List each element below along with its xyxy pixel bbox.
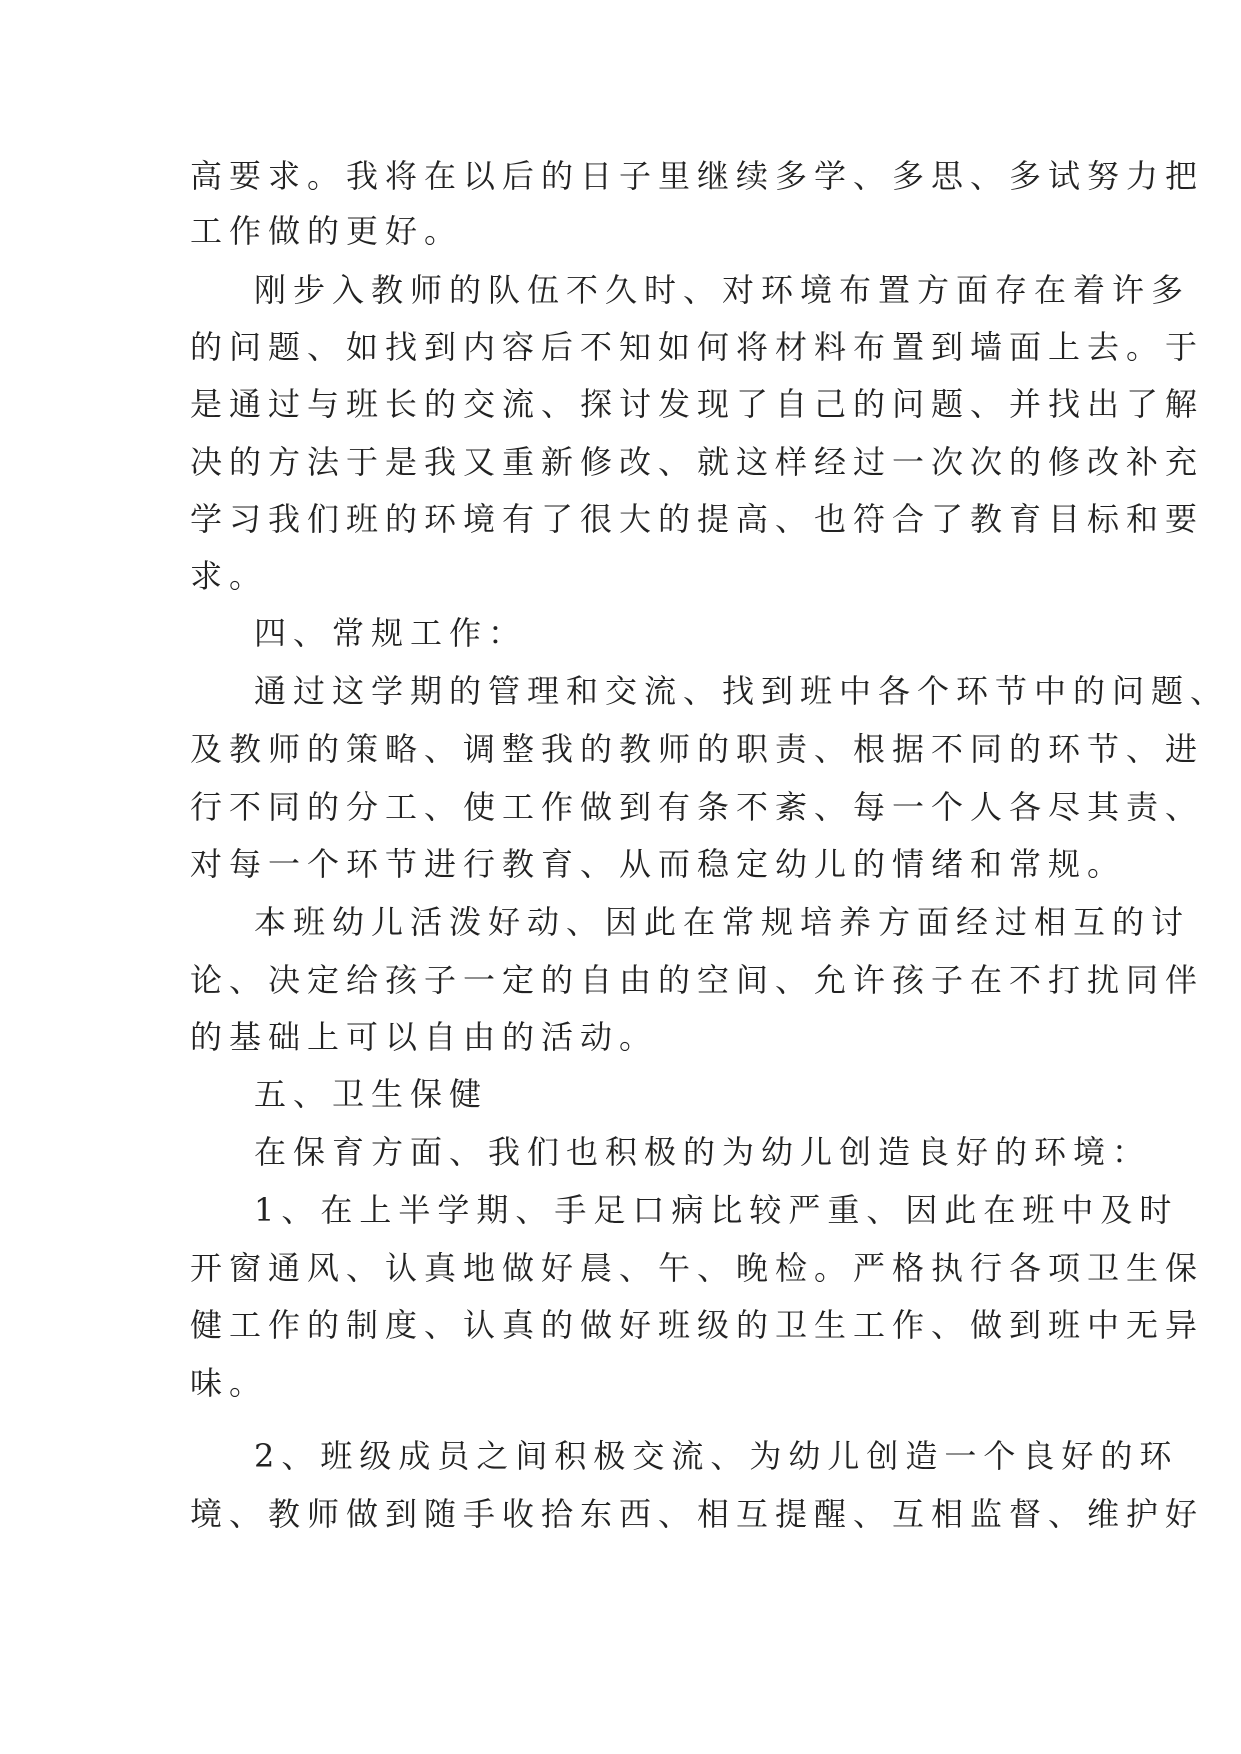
section-heading: 五、卫生保健 — [254, 1075, 489, 1113]
text-line: 的问题、如找到内容后不知如何将材料布置到墙面上去。于 — [190, 328, 1205, 366]
text-line: 行不同的分工、使工作做到有条不紊、每一个人各尽其责、 — [190, 788, 1205, 826]
text-line: 味。 — [190, 1364, 269, 1402]
section-heading: 四、常规工作： — [254, 614, 528, 652]
text-line: 对每一个环节进行教育、从而稳定幼儿的情绪和常规。 — [190, 845, 1127, 883]
text-line: 及教师的策略、调整我的教师的职责、根据不同的环节、进 — [190, 730, 1205, 768]
paragraph-start-line: 刚步入教师的队伍不久时、对环境布置方面存在着许多 — [254, 271, 1191, 309]
paragraph-start-line: 1、在上半学期、手足口病比较严重、因此在班中及时 — [254, 1191, 1179, 1229]
paragraph-start-line: 本班幼儿活泼好动、因此在常规培养方面经过相互的讨 — [254, 903, 1191, 941]
paragraph-start-line: 通过这学期的管理和交流、找到班中各个环节中的问题、 — [254, 672, 1230, 710]
text-line: 学习我们班的环境有了很大的提高、也符合了教育目标和要 — [190, 500, 1205, 538]
text-line: 决的方法于是我又重新修改、就这样经过一次次的修改补充 — [190, 443, 1205, 481]
text-line: 高要求。我将在以后的日子里继续多学、多思、多试努力把 — [190, 157, 1205, 195]
paragraph-start-line: 在保育方面、我们也积极的为幼儿创造良好的环境： — [254, 1133, 1152, 1171]
paragraph-start-line: 2、班级成员之间积极交流、为幼儿创造一个良好的环 — [254, 1437, 1179, 1475]
text-line: 开窗通风、认真地做好晨、午、晚检。严格执行各项卫生保 — [190, 1249, 1205, 1287]
text-line: 论、决定给孩子一定的自由的空间、允许孩子在不打扰同伴 — [190, 961, 1205, 999]
text-line: 求。 — [190, 557, 269, 595]
text-line: 健工作的制度、认真的做好班级的卫生工作、做到班中无异 — [190, 1306, 1205, 1344]
text-line: 境、教师做到随手收拾东西、相互提醒、互相监督、维护好 — [190, 1495, 1205, 1533]
text-line: 工作做的更好。 — [190, 212, 464, 250]
text-line: 是通过与班长的交流、探讨发现了自己的问题、并找出了解 — [190, 385, 1205, 423]
text-line: 的基础上可以自由的活动。 — [190, 1018, 659, 1056]
